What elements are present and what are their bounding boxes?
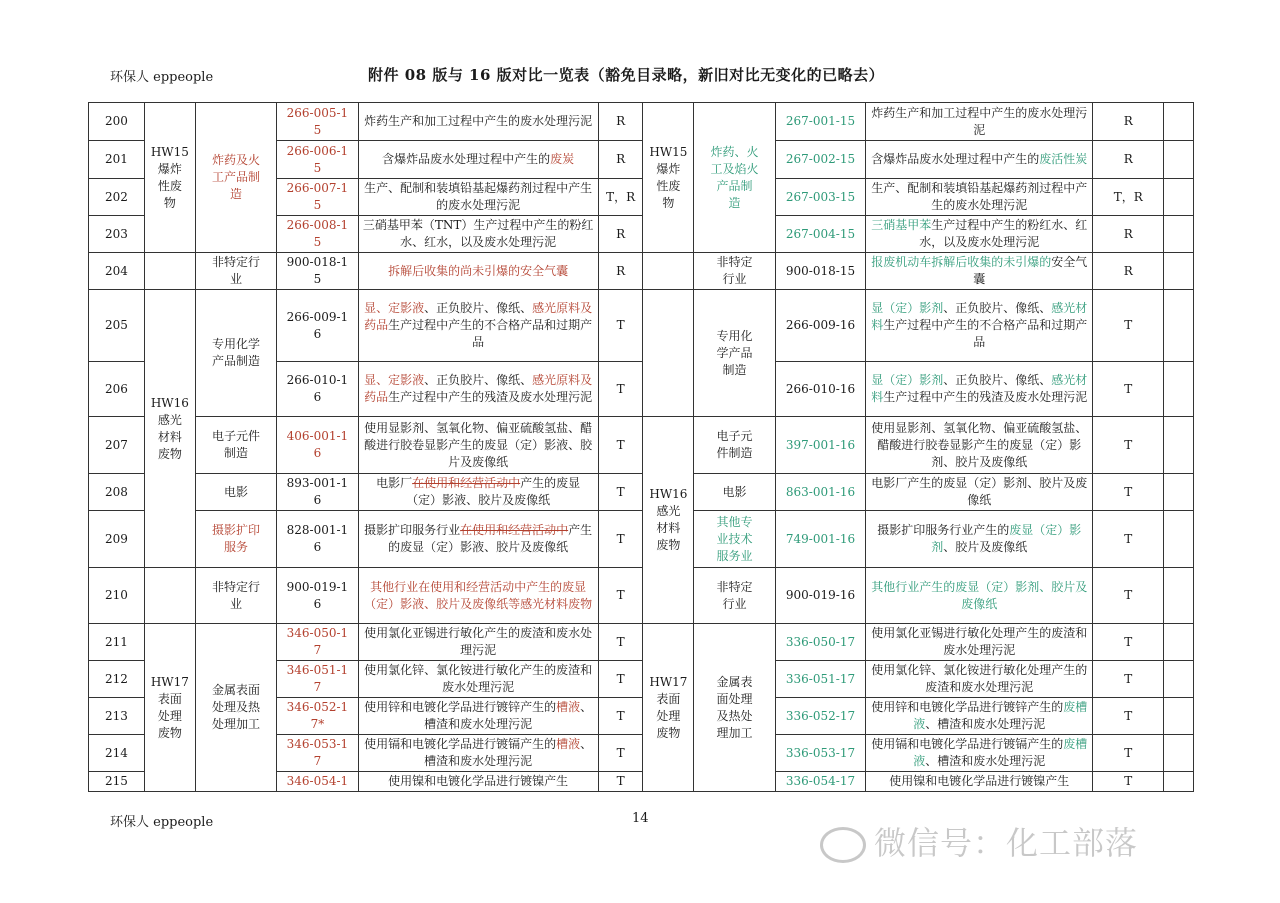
new-description	[866, 568, 1093, 624]
row-number: 213	[89, 698, 145, 735]
new-code: 336-053-17	[775, 735, 866, 772]
old-description	[358, 661, 598, 698]
desc-segment: 、正负胶片、像纸、	[424, 373, 533, 387]
new-code: 266-009-16	[775, 290, 866, 362]
new-industry: 专用化 学产品 制造	[694, 290, 775, 417]
new-description	[866, 417, 1093, 474]
desc-segment: 产生的废显（定）影液、胶片及废像纸	[388, 523, 593, 554]
desc-segment: 电影厂	[376, 476, 413, 490]
new-description	[866, 216, 1093, 253]
new-industry: 其他专 业技术 服务业	[694, 511, 775, 568]
new-description	[866, 362, 1093, 417]
desc-segment: 摄影扩印服务行业产生的	[877, 523, 1010, 537]
old-hazard: R	[598, 216, 643, 253]
new-hazard: T	[1093, 624, 1164, 661]
new-hazard: T	[1093, 698, 1164, 735]
desc-segment: 废显（定）影剂	[931, 523, 1082, 554]
old-code: 900-018-1 5	[277, 253, 358, 290]
old-category	[144, 568, 195, 624]
remark-cell	[1164, 698, 1194, 735]
new-hazard: T	[1093, 661, 1164, 698]
new-code: 267-001-15	[775, 103, 866, 141]
desc-segment: 摄影扩印服务行业	[364, 523, 461, 537]
new-code: 397-001-16	[775, 417, 866, 474]
desc-segment: 生产、配制和装填铅基起爆药剂过程中产生的废水处理污泥	[871, 181, 1088, 212]
desc-segment: 报废机动车拆解后收集的未引爆的	[871, 255, 1052, 269]
desc-segment: 其他行业产生的废显（定）影剂、胶片及废像纸	[871, 579, 1088, 611]
desc-segment: 含爆炸品废水处理过程中产生的	[382, 152, 551, 166]
remark-cell	[1164, 290, 1194, 362]
old-industry: 摄影扩印 服务	[195, 511, 276, 568]
new-hazard: R	[1093, 216, 1164, 253]
new-code: 900-019-16	[775, 568, 866, 624]
watermark	[820, 818, 1138, 864]
desc-segment: 三硝基甲苯（TNT）生产过程中产生的粉红水、红水，以及废水处理污泥	[362, 218, 594, 249]
new-industry: 炸药、火 工及焰火 产品制 造	[694, 103, 775, 253]
desc-segment: 在使用和经营活动中	[460, 523, 569, 537]
old-hazard: T	[598, 474, 643, 511]
old-hazard: T	[598, 624, 643, 661]
desc-segment: 生产过程中产生的残渣及废水处理污泥	[388, 390, 593, 404]
new-description	[866, 474, 1093, 511]
old-hazard: T	[598, 417, 643, 474]
desc-segment: 使用氯化亚锡进行敏化处理产生的废渣和废水处理污泥	[871, 626, 1088, 657]
new-description	[866, 661, 1093, 698]
desc-segment: 槽液	[556, 737, 581, 751]
old-hazard: T	[598, 698, 643, 735]
new-hazard: T	[1093, 417, 1164, 474]
old-category: HW17 表面 处理 废物	[144, 624, 195, 792]
footer-left: 环保人 eppeople	[110, 815, 214, 830]
desc-segment: 废槽液	[913, 700, 1088, 731]
desc-segment: 生产过程中产生的不合格产品和过期产品	[883, 318, 1088, 349]
remark-cell	[1164, 511, 1194, 568]
row-number: 208	[89, 474, 145, 511]
old-hazard: T	[598, 511, 643, 568]
desc-segment: 产生的废显（定）影液、胶片及废像纸	[406, 476, 581, 507]
new-category	[643, 290, 694, 417]
comparison-table	[88, 102, 1194, 792]
remark-cell	[1164, 624, 1194, 661]
desc-segment: 显、定影液	[364, 373, 425, 387]
new-industry: 非特定 行业	[694, 253, 775, 290]
old-description	[358, 417, 598, 474]
new-hazard: T	[1093, 568, 1164, 624]
new-code: 267-002-15	[775, 141, 866, 179]
old-industry: 专用化学 产品制造	[195, 290, 276, 417]
new-hazard: T，R	[1093, 179, 1164, 216]
old-code: 828-001-1 6	[277, 511, 358, 568]
desc-segment: 炸药生产和加工过程中产生的废水处理污泥	[364, 114, 593, 128]
wechat-icon	[820, 827, 866, 863]
new-hazard: R	[1093, 253, 1164, 290]
table-row	[89, 624, 1194, 661]
desc-segment: 、正负胶片、像纸、	[943, 373, 1052, 387]
new-industry: 非特定 行业	[694, 568, 775, 624]
desc-segment: 感光原料及药品	[364, 301, 593, 332]
desc-segment: 使用镍和电镀化学品进行镀镍产生	[388, 774, 569, 788]
new-code: 267-004-15	[775, 216, 866, 253]
desc-segment: 使用镉和电镀化学品进行镀镉产生的	[364, 737, 557, 751]
desc-segment: 感光材料	[871, 301, 1088, 332]
new-category: HW15 爆炸 性废 物	[643, 103, 694, 253]
desc-segment: 三硝基甲苯	[871, 218, 932, 232]
old-hazard: T	[598, 362, 643, 417]
desc-segment: 使用氯化亚锡进行敏化产生的废渣和废水处理污泥	[364, 626, 593, 657]
desc-segment: 使用氯化锌、氯化铵进行敏化处理产生的废渣和废水处理污泥	[871, 663, 1088, 694]
old-code: 266-007-1 5	[277, 179, 358, 216]
row-number: 214	[89, 735, 145, 772]
remark-cell	[1164, 735, 1194, 772]
new-category	[643, 253, 694, 290]
row-number: 206	[89, 362, 145, 417]
row-number: 204	[89, 253, 145, 290]
desc-segment: 、槽渣和废水处理污泥	[925, 754, 1046, 768]
new-description	[866, 179, 1093, 216]
desc-segment: 使用锌和电镀化学品进行镀锌产生的	[871, 700, 1064, 714]
desc-segment: 、正负胶片、像纸、	[943, 301, 1052, 315]
desc-segment: 生产过程中产生的残渣及废水处理污泥	[883, 390, 1088, 404]
new-code: 336-054-17	[775, 772, 866, 792]
remark-cell	[1164, 216, 1194, 253]
old-code: 893-001-1 6	[277, 474, 358, 511]
remark-cell	[1164, 362, 1194, 417]
desc-segment: 使用氯化锌、氯化铵进行敏化产生的废渣和废水处理污泥	[364, 663, 593, 694]
desc-segment: 生产过程中产生的不合格产品和过期产品	[388, 318, 593, 349]
new-code: 863-001-16	[775, 474, 866, 511]
new-hazard: R	[1093, 141, 1164, 179]
old-category: HW15 爆炸 性废 物	[144, 103, 195, 253]
old-industry: 电影	[195, 474, 276, 511]
table-row	[89, 568, 1194, 624]
desc-segment: 、正负胶片、像纸、	[424, 301, 533, 315]
page-title: 附件 08 版与 16 版对比一览表（豁免目录略，新旧对比无变化的已略去）	[368, 66, 885, 84]
desc-segment: 电影厂产生的废显（定）影剂、胶片及废像纸	[871, 476, 1088, 507]
new-code: 900-018-15	[775, 253, 866, 290]
new-description	[866, 141, 1093, 179]
remark-cell	[1164, 253, 1194, 290]
new-category: HW17 表面 处理 废物	[643, 624, 694, 792]
table-row	[89, 511, 1194, 568]
old-hazard: T	[598, 290, 643, 362]
old-industry: 电子元件 制造	[195, 417, 276, 474]
row-number: 209	[89, 511, 145, 568]
desc-segment: 、槽渣和废水处理污泥	[925, 717, 1046, 731]
old-description	[358, 511, 598, 568]
new-hazard: R	[1093, 103, 1164, 141]
old-code: 266-009-1 6	[277, 290, 358, 362]
new-description	[866, 698, 1093, 735]
old-hazard: R	[598, 253, 643, 290]
desc-segment: 含爆炸品废水处理过程中产生的	[871, 152, 1040, 166]
old-description	[358, 772, 598, 792]
old-hazard: T	[598, 661, 643, 698]
row-number: 205	[89, 290, 145, 362]
desc-segment: 使用镍和电镀化学品进行镀镍产生	[889, 774, 1070, 788]
row-number: 215	[89, 772, 145, 792]
old-code: 900-019-1 6	[277, 568, 358, 624]
page-number: 14	[632, 811, 649, 826]
desc-segment: 生产、配制和装填铅基起爆药剂过程中产生的废水处理污泥	[364, 181, 593, 212]
new-code: 266-010-16	[775, 362, 866, 417]
old-description	[358, 290, 598, 362]
row-number: 203	[89, 216, 145, 253]
remark-cell	[1164, 474, 1194, 511]
new-hazard: T	[1093, 772, 1164, 792]
new-hazard: T	[1093, 735, 1164, 772]
remark-cell	[1164, 661, 1194, 698]
new-description	[866, 103, 1093, 141]
new-industry: 电影	[694, 474, 775, 511]
old-hazard: T	[598, 568, 643, 624]
old-hazard: T	[598, 735, 643, 772]
old-code: 346-052-1 7*	[277, 698, 358, 735]
desc-segment: 废炭	[550, 152, 575, 166]
old-code: 346-050-1 7	[277, 624, 358, 661]
desc-segment: 安全气囊	[973, 255, 1088, 286]
new-hazard: T	[1093, 290, 1164, 362]
row-number: 211	[89, 624, 145, 661]
row-number: 212	[89, 661, 145, 698]
desc-segment: 、胶片及废像纸	[943, 540, 1028, 554]
old-category	[144, 253, 195, 290]
new-code: 267-003-15	[775, 179, 866, 216]
old-code: 406-001-1 6	[277, 417, 358, 474]
table-row	[89, 417, 1194, 474]
old-code: 266-006-1 5	[277, 141, 358, 179]
old-hazard: T，R	[598, 179, 643, 216]
new-description	[866, 511, 1093, 568]
row-number: 201	[89, 141, 145, 179]
new-code: 336-051-17	[775, 661, 866, 698]
row-number: 210	[89, 568, 145, 624]
desc-segment: 生产过程中产生的粉红水、红水，以及废水处理污泥	[919, 218, 1088, 249]
old-description	[358, 735, 598, 772]
old-description	[358, 253, 598, 290]
desc-segment: 使用显影剂、氢氧化物、偏亚硫酸氢盐、醋酸进行胶卷显影产生的废显（定）影液、胶片及废像纸	[364, 420, 593, 469]
new-code: 749-001-16	[775, 511, 866, 568]
desc-segment: 显、定影液	[364, 301, 425, 315]
old-description	[358, 179, 598, 216]
desc-segment: 废槽液	[913, 737, 1088, 768]
remark-cell	[1164, 568, 1194, 624]
remark-cell	[1164, 103, 1194, 141]
desc-segment: 拆解后收集的尚未引爆的安全气囊	[388, 263, 569, 278]
old-code: 266-008-1 5	[277, 216, 358, 253]
row-number: 207	[89, 417, 145, 474]
old-description	[358, 103, 598, 141]
new-hazard: T	[1093, 474, 1164, 511]
table-body	[89, 103, 1194, 792]
old-hazard: T	[598, 772, 643, 792]
old-description	[358, 474, 598, 511]
desc-segment: 感光材料	[871, 373, 1088, 404]
new-code: 336-052-17	[775, 698, 866, 735]
new-description	[866, 735, 1093, 772]
old-description	[358, 362, 598, 417]
row-number: 200	[89, 103, 145, 141]
desc-segment: 槽液	[556, 700, 581, 714]
old-industry: 炸药及火 工产品制 造	[195, 103, 276, 253]
desc-segment: 其他行业在使用和经营活动中产生的废显（定）影液、胶片及废像纸等感光材料废物	[364, 579, 593, 611]
old-code: 346-054-1	[277, 772, 358, 792]
old-description	[358, 216, 598, 253]
remark-cell	[1164, 141, 1194, 179]
row-number: 202	[89, 179, 145, 216]
old-category: HW16 感光 材料 废物	[144, 290, 195, 568]
desc-segment: 感光原料及药品	[364, 373, 593, 404]
desc-segment: 显（定）影剂	[871, 301, 944, 315]
new-description	[866, 772, 1093, 792]
desc-segment: 炸药生产和加工过程中产生的废水处理污泥	[871, 105, 1088, 137]
old-description	[358, 141, 598, 179]
old-code: 266-005-1 5	[277, 103, 358, 141]
old-description	[358, 568, 598, 624]
table-row	[89, 474, 1194, 511]
new-description	[866, 253, 1093, 290]
remark-cell	[1164, 772, 1194, 792]
table-row	[89, 290, 1194, 362]
old-hazard: R	[598, 141, 643, 179]
old-code: 266-010-1 6	[277, 362, 358, 417]
desc-segment: 废活性炭	[1039, 152, 1088, 166]
desc-segment: 显（定）影剂	[871, 373, 944, 387]
remark-cell	[1164, 179, 1194, 216]
old-industry: 金属表面 处理及热 处理加工	[195, 624, 276, 792]
new-industry: 金属表 面处理 及热处 理加工	[694, 624, 775, 792]
new-description	[866, 624, 1093, 661]
old-industry: 非特定行 业	[195, 253, 276, 290]
header-left: 环保人 eppeople	[110, 70, 214, 85]
old-description	[358, 698, 598, 735]
desc-segment: 使用镉和电镀化学品进行镀镉产生的	[871, 737, 1064, 751]
table-row	[89, 253, 1194, 290]
old-industry: 非特定行 业	[195, 568, 276, 624]
old-description	[358, 624, 598, 661]
desc-segment: 、槽渣和废水处理污泥	[424, 700, 593, 731]
desc-segment: 、槽渣和废水处理污泥	[424, 737, 593, 768]
new-description	[866, 290, 1093, 362]
table-row	[89, 103, 1194, 141]
new-hazard: T	[1093, 362, 1164, 417]
desc-segment: 使用显影剂、氢氧化物、偏亚硫酸氢盐、醋酸进行胶卷显影产生的废显（定）影剂、胶片及废像纸	[871, 420, 1088, 469]
old-code: 346-051-1 7	[277, 661, 358, 698]
old-hazard: R	[598, 103, 643, 141]
new-hazard: T	[1093, 511, 1164, 568]
new-code: 336-050-17	[775, 624, 866, 661]
watermark-text: 微信号：化工部落	[874, 824, 1139, 862]
new-industry: 电子元 件制造	[694, 417, 775, 474]
desc-segment: 在使用和经营活动中	[412, 476, 521, 490]
remark-cell	[1164, 417, 1194, 474]
old-code: 346-053-1 7	[277, 735, 358, 772]
desc-segment: 使用锌和电镀化学品进行镀锌产生的	[364, 700, 557, 714]
new-category: HW16 感光 材料 废物	[643, 417, 694, 624]
